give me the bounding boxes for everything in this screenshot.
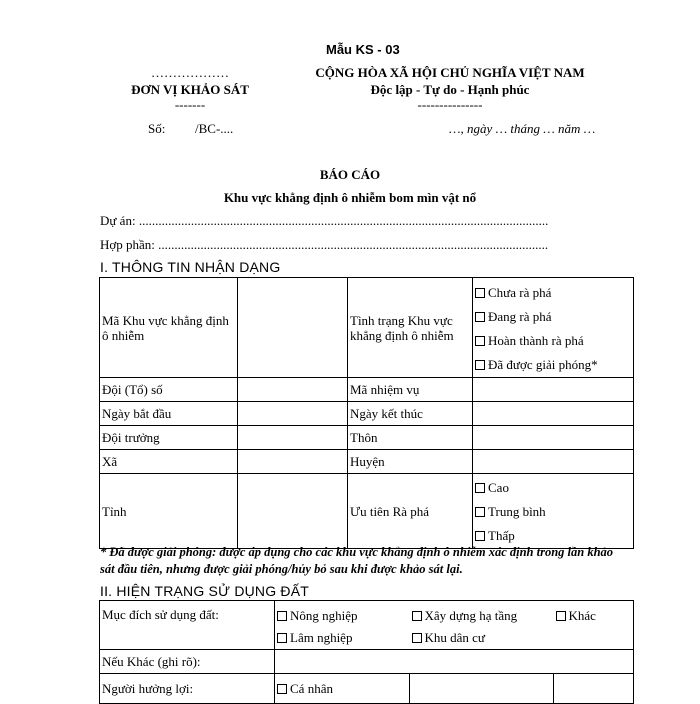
checkbox-icon[interactable] [475,336,485,346]
table-row [100,378,634,402]
row-label: Đội trưởng [100,426,238,450]
checkbox-icon[interactable] [412,633,422,643]
land-use-option[interactable]: Nông nghiệp [277,605,408,627]
land-use-table [99,600,634,704]
row-value[interactable] [473,426,634,450]
table-row [100,278,634,378]
table-row [100,450,634,474]
checkbox-icon[interactable] [475,312,485,322]
land-use-option[interactable]: Lâm nghiệp [277,627,408,649]
checkbox-icon[interactable] [277,611,287,621]
priority-option[interactable]: Trung bình [475,500,631,524]
area-code-value[interactable] [238,278,348,378]
row-value[interactable] [238,450,348,474]
status-option[interactable]: Đang rà phá [475,305,631,329]
priority-option[interactable]: Cao [475,476,631,500]
row-label: Ngày kết thúc [348,402,473,426]
checkbox-icon[interactable] [277,684,287,694]
report-subtitle: Khu vực khẳng định ô nhiễm bom mìn vật nổ [223,190,477,205]
beneficiary-options [275,674,410,704]
row-value[interactable] [238,426,348,450]
row-value[interactable] [473,402,634,426]
footnote: * Đã được giải phóng: được áp dụng cho các khu vực khẳng định ô nhiễm xác định trong lần khảo sát đầu tiên, nhưng được giải phóng/hủy bỏ sau khi được khảo sát lại. [100,545,614,576]
row-label: Xã [100,450,238,474]
status-option[interactable]: Đã được giải phóng* [475,353,631,377]
project-field[interactable]: Dự án: .............................................................................................................................. [100,213,549,228]
province-label: Tỉnh [100,474,238,549]
priority-options [473,474,634,549]
status-option[interactable]: Hoàn thành rà phá [475,329,631,353]
row-label: Đội (Tổ) số [100,378,238,402]
motto-divider: --------------- [417,97,483,112]
checkbox-icon[interactable] [556,611,566,621]
section1-heading: I. THÔNG TIN NHẬN DẠNG [100,259,281,275]
checkbox-icon[interactable] [475,531,485,541]
date-line: …, ngày … tháng … năm … [449,121,596,136]
land-use-option[interactable]: Khu dân cư [412,627,552,649]
identification-table [99,277,634,549]
land-use-options-col2 [410,601,554,650]
land-use-option[interactable]: Xây dựng hạ tầng [412,605,552,627]
org-divider: ------- [174,97,206,112]
priority-label: Ưu tiên Rà phá [348,474,473,549]
row-label: Huyện [348,450,473,474]
row-label: Mã nhiệm vụ [348,378,473,402]
checkbox-icon[interactable] [475,507,485,517]
priority-option[interactable]: Thấp [475,524,631,548]
table-row [100,426,634,450]
section2-heading: II. HIỆN TRẠNG SỬ DỤNG ĐẤT [100,583,310,599]
land-use-options-col3 [554,601,634,650]
beneficiary-label: Người hưởng lợi: [100,674,275,704]
row-value[interactable] [473,450,634,474]
province-value[interactable] [238,474,348,549]
checkbox-icon[interactable] [475,483,485,493]
checkbox-icon[interactable] [475,360,485,370]
number-label: Số: [148,121,166,136]
number-value: /BC-.... [195,121,234,136]
row-label: Thôn [348,426,473,450]
form-code: Mẫu KS - 03 [326,42,400,57]
table-row [100,650,634,674]
report-title: BÁO CÁO [319,167,381,182]
beneficiary-cell[interactable] [554,674,634,704]
table-row [100,402,634,426]
org-dots: ……………… [151,65,229,80]
other-note-value[interactable] [275,650,634,674]
row-value[interactable] [238,378,348,402]
other-note-label: Nếu Khác (ghi rõ): [100,650,275,674]
status-label: Tình trạng Khu vực khẳng định ô nhiễm [348,278,473,378]
land-use-label: Mục đích sử dụng đất: [100,601,275,650]
row-value[interactable] [473,378,634,402]
checkbox-icon[interactable] [412,611,422,621]
beneficiary-option[interactable]: Cá nhân [277,677,407,701]
land-use-option[interactable]: Khác [556,605,632,627]
table-row [100,474,634,549]
status-option[interactable]: Chưa rà phá [475,281,631,305]
checkbox-icon[interactable] [475,288,485,298]
area-code-label: Mã Khu vực khẳng định ô nhiễm [100,278,238,378]
row-label: Ngày bắt đầu [100,402,238,426]
status-options [473,278,634,378]
checkbox-icon[interactable] [277,633,287,643]
nation-title: CỘNG HÒA XÃ HỘI CHỦ NGHĨA VIỆT NAM [315,65,585,80]
table-row [100,601,634,650]
beneficiary-cell[interactable] [410,674,554,704]
row-value[interactable] [238,402,348,426]
component-field[interactable]: Hợp phần: ........................................................................................................................ [100,237,549,252]
land-use-options-col1 [275,601,410,650]
motto: Độc lập - Tự do - Hạnh phúc [370,82,530,97]
table-row [100,674,634,704]
org-name: ĐƠN VỊ KHẢO SÁT [131,82,249,97]
